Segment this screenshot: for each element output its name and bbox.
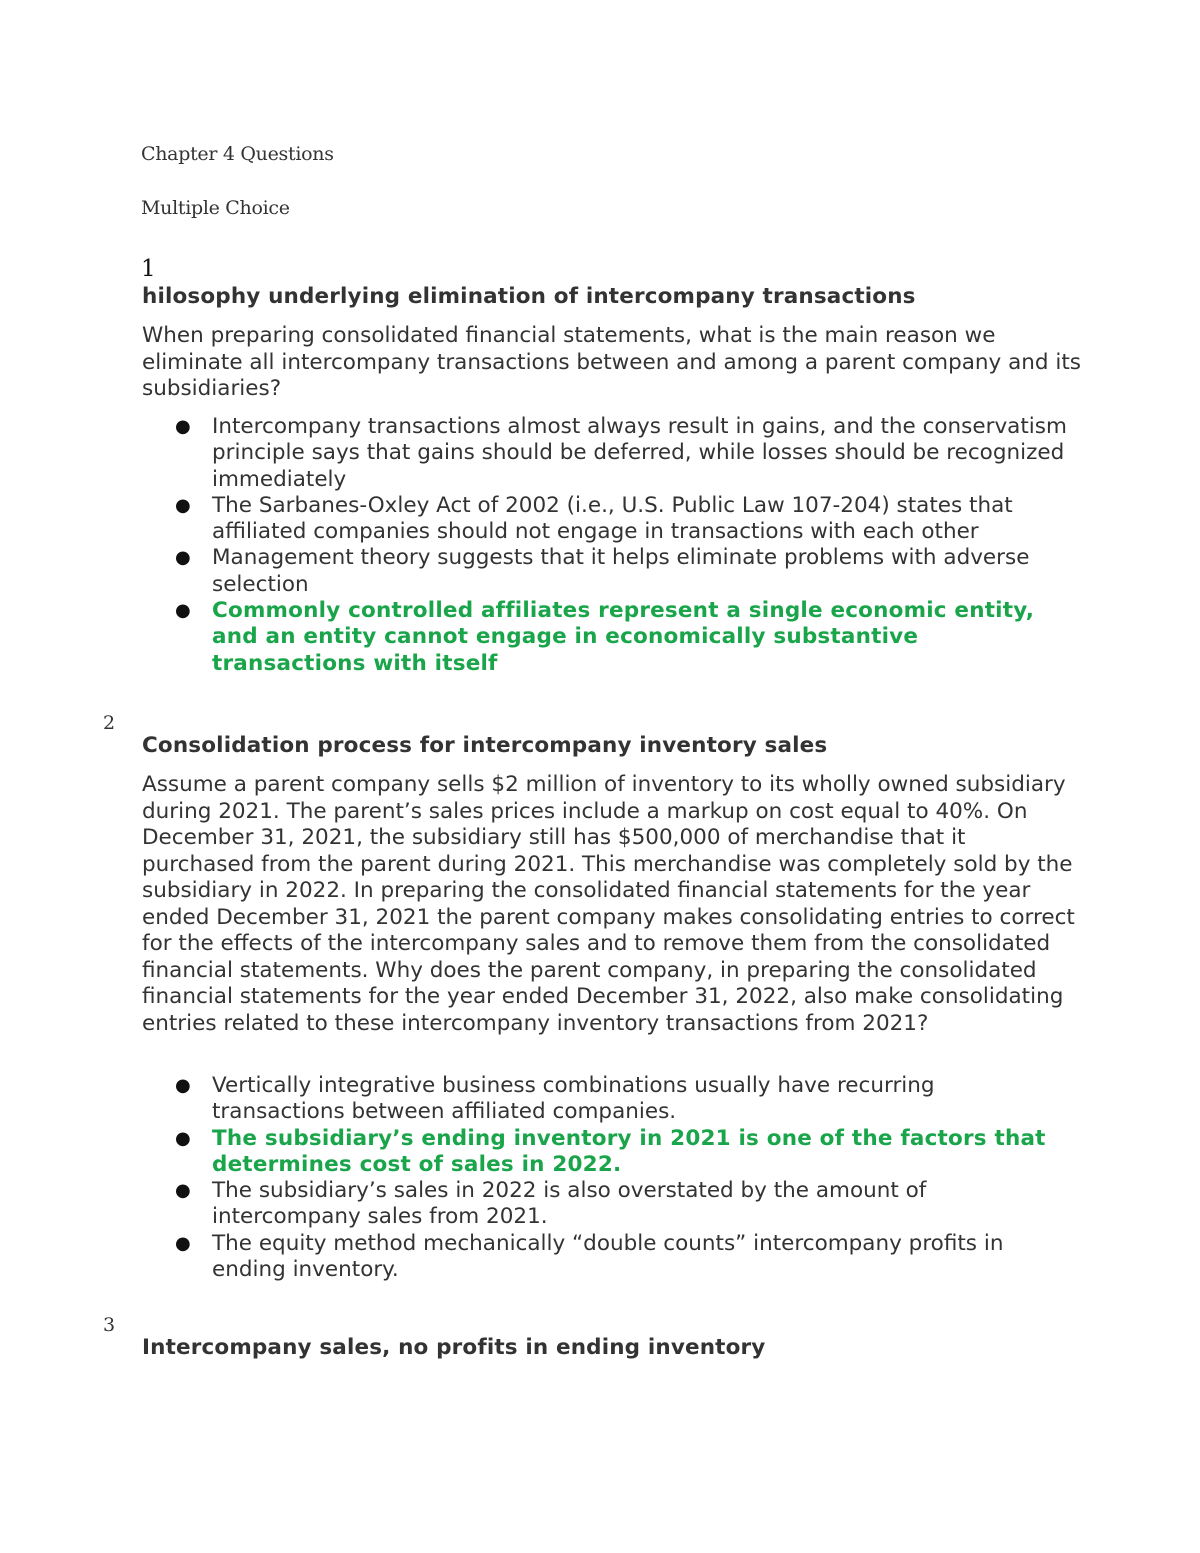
option-text: The subsidiary’s ending inventory in 2021 is one of the factors that determines cost of sales in 2022. [212,1125,1046,1177]
option-text: Management theory suggests that it helps eliminate problems with adverse selection [212,545,1030,597]
question-2-option-3 [172,1178,1072,1231]
question-3-number: 3 [103,1314,116,1336]
bullet-icon: ● [175,600,191,622]
bullet-icon: ● [175,1180,191,1202]
question-2-option-2-correct [172,1126,1072,1179]
question-1-number: 1 [141,256,156,282]
question-2-option-1 [172,1073,1072,1126]
option-text: Intercompany transactions almost always result in gains, and the conservatism principle says that gains should be deferred, while losses should be recognized immediately [212,414,1067,492]
question-2-heading: Consolidation process for intercompany inventory sales [142,733,828,758]
question-3-heading: Intercompany sales, no profits in ending inventory [142,1335,766,1360]
option-text: The equity method mechanically “double counts” intercompany profits in ending inventory. [212,1230,1004,1283]
chapter-title: Chapter 4 Questions [141,143,334,165]
bullet-icon: ● [175,547,191,569]
option-text: The Sarbanes-Oxley Act of 2002 (i.e., U.S. Public Law 107-204) states that affiliated companies should not engage in transactions with each other [212,492,1013,545]
option-text: Commonly controlled affiliates represent a single economic entity, and an entity cannot engage in economically substantive transactions with itself [212,598,1035,676]
question-1-options [172,414,1072,677]
bullet-icon: ● [175,1232,191,1254]
question-2-text: Assume a parent company sells $2 million of inventory to its wholly owned subsidiary during 2021. The parent’s sales prices include a markup on cost equal to 40%. On December 31, 2021, the subsidiary still has $500,000 of merchandise that it purchased from the parent during 2021. This merchandise was completely sold by the subsidiary in 2022. In preparing the consolidated financial statements for the year ended December 31, 2021 the parent company makes consolidating entries to correct for the effects of the intercompany sales and to remove them from the consolidated financial statements. Why does the parent company, in preparing the consolidated financial statements for the year ended December 31, 2022, also make consolidating entries related to these intercompany inventory transactions from 2021? [142,772,1075,1036]
bullet-icon: ● [175,416,191,437]
question-2-option-4 [172,1231,1072,1284]
bullet-icon: ● [175,494,191,516]
question-2-options [172,1073,1072,1283]
question-1-option-4-correct [172,598,1072,677]
bullet-icon: ● [175,1127,191,1149]
question-1-option-3 [172,545,1072,598]
question-1-option-1 [172,414,1072,493]
option-text: Vertically integrative business combinations usually have recurring transactions between affiliated companies. [212,1073,935,1125]
section-title: Multiple Choice [141,197,290,219]
question-1-text: When preparing consolidated financial statements, what is the main reason we eliminate all intercompany transactions between and among a parent company and its subsidiaries? [142,323,1081,401]
question-1-heading: hilosophy underlying elimination of intercompany transactions [142,284,916,309]
question-1-option-2 [172,493,1072,546]
bullet-icon: ● [175,1075,191,1096]
option-text: The subsidiary’s sales in 2022 is also overstated by the amount of intercompany sales from 2021. [212,1178,927,1230]
question-2-number: 2 [103,712,116,734]
